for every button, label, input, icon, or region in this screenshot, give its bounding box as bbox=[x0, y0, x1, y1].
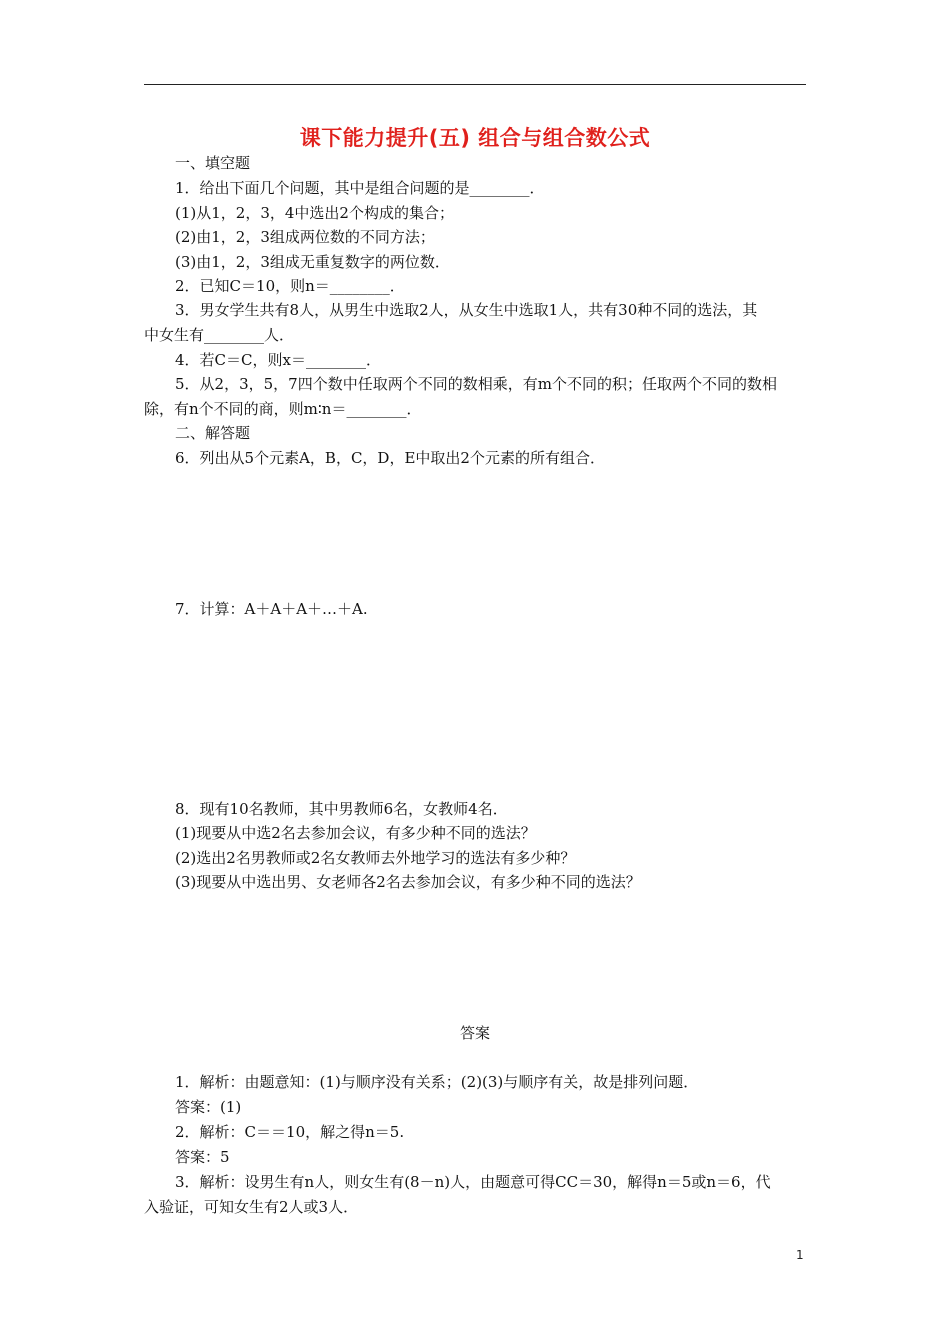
question-8-part-2: (2)选出2名男教师或2名女教师去外地学习的选法有多少种？ bbox=[175, 849, 576, 867]
question-8: 8．现有10名教师，其中男教师6名，女教师4名． bbox=[175, 800, 508, 818]
page-number: 1 bbox=[796, 1248, 804, 1262]
question-8-part-1: (1)现要从中选2名去参加会议，有多少种不同的选法？ bbox=[175, 824, 536, 842]
question-1: 1．给出下面几个问题，其中是组合问题的是________． bbox=[175, 179, 545, 197]
answer-2: 答案：5 bbox=[175, 1148, 230, 1166]
answers-heading: 答案 bbox=[459, 1024, 490, 1042]
question-1-option-3: (3)由1，2，3组成无重复数字的两位数． bbox=[175, 253, 450, 271]
question-5-line-2: 除，有n个不同的商，则m∶n＝________． bbox=[144, 400, 422, 418]
question-2: 2．已知C＝10，则n＝________． bbox=[175, 277, 405, 295]
question-1-option-1: (1)从1，2，3，4中选出2个构成的集合； bbox=[175, 204, 454, 222]
answer-1: 答案：(1) bbox=[175, 1098, 242, 1116]
section-heading-fill: 一、填空题 bbox=[175, 154, 251, 172]
answer-1-analysis: 1．解析：由题意知：(1)与顺序没有关系；(2)(3)与顺序有关，故是排列问题． bbox=[175, 1073, 699, 1091]
answer-3-analysis-line-1: 3．解析：设男生有n人，则女生有(8－n)人，由题意可得CC＝30，解得n＝5或n＝6，代 bbox=[175, 1173, 771, 1191]
header-rule bbox=[144, 84, 806, 85]
page-title: 课下能力提升(五) 组合与组合数公式 bbox=[299, 126, 651, 150]
question-8-part-3: (3)现要从中选出男、女老师各2名去参加会议，有多少种不同的选法？ bbox=[175, 873, 641, 891]
question-4: 4．若C＝C，则x＝________． bbox=[175, 351, 381, 369]
question-3-line-1: 3．男女学生共有8人，从男生中选取2人，从女生中选取1人，共有30种不同的选法，其 bbox=[175, 301, 758, 319]
answer-3-analysis-line-2: 入验证，可知女生有2人或3人． bbox=[144, 1198, 359, 1216]
question-5-line-1: 5．从2，3，5，7四个数中任取两个不同的数相乘，有m个不同的积；任取两个不同的数相 bbox=[175, 375, 777, 393]
question-1-option-2: (2)由1，2，3组成两位数的不同方法； bbox=[175, 228, 435, 246]
section-heading-solve: 二、解答题 bbox=[175, 424, 251, 442]
question-3-line-2: 中女生有________人． bbox=[144, 326, 295, 344]
answer-2-analysis: 2．解析：C＝＝10，解之得n＝5. bbox=[175, 1123, 405, 1141]
question-7: 7．计算：A＋A＋A＋…＋A. bbox=[175, 600, 368, 618]
question-6: 6．列出从5个元素A，B，C，D，E中取出2个元素的所有组合． bbox=[175, 449, 605, 467]
